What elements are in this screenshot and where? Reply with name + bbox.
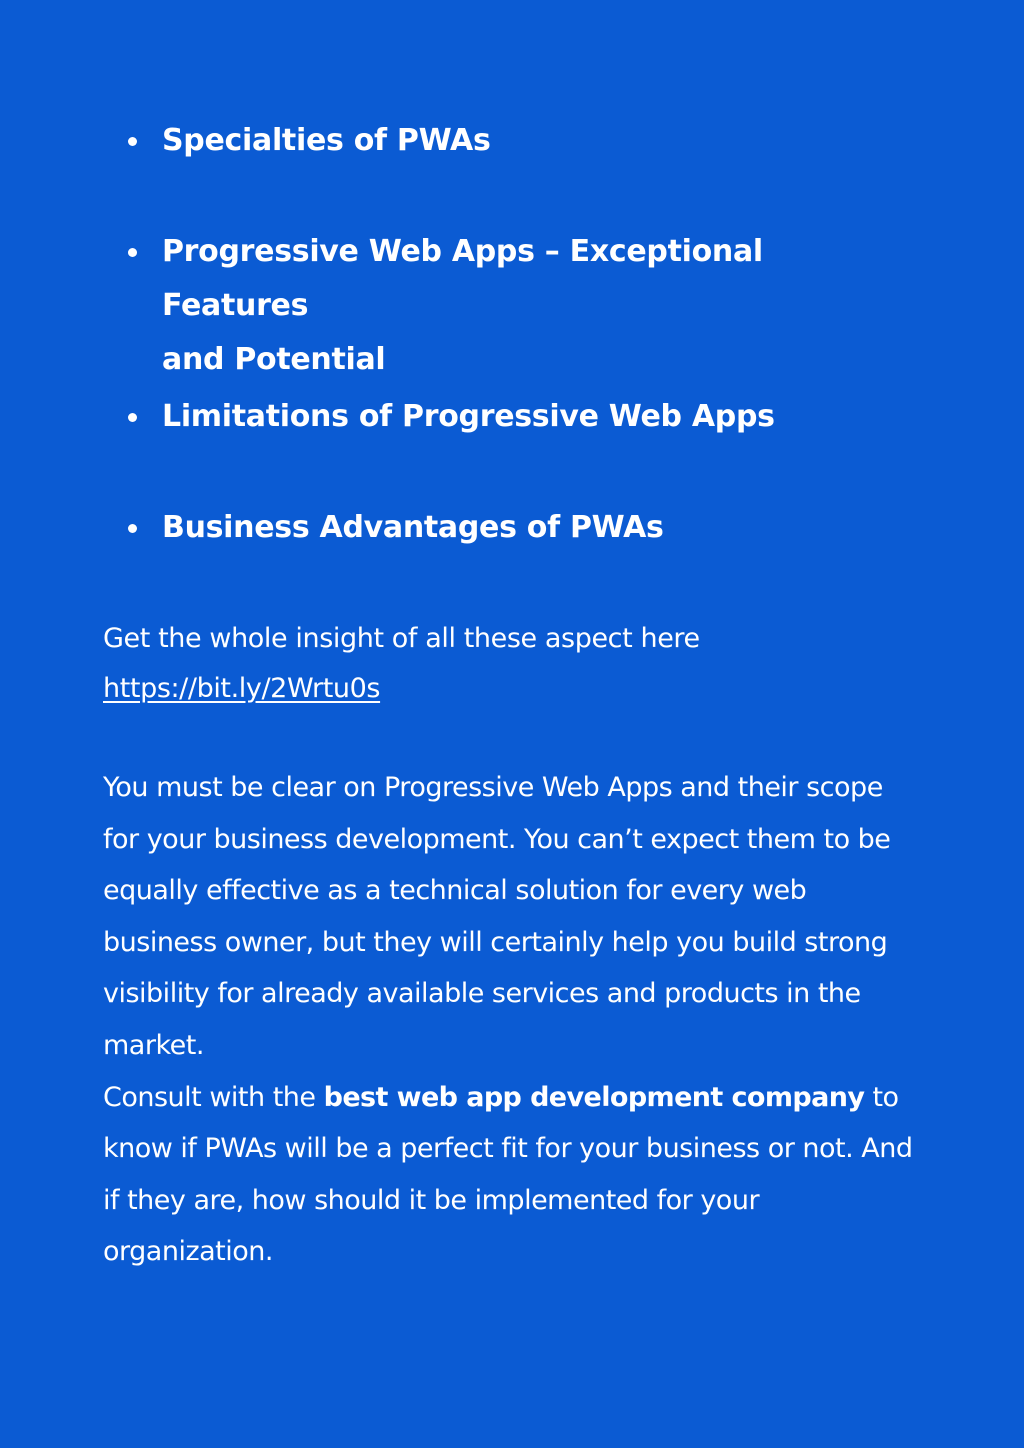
topic-label: Business Advantages of PWAs bbox=[162, 510, 664, 545]
bullet-icon bbox=[128, 137, 137, 146]
insight-text: Get the whole insight of all these aspect here bbox=[103, 623, 700, 654]
bullet-icon bbox=[128, 248, 137, 257]
insight-link[interactable]: https://bit.ly/2Wrtu0s bbox=[103, 673, 381, 704]
paragraph-consult bbox=[103, 1072, 923, 1278]
bullet-icon bbox=[128, 413, 137, 422]
topic-label: Limitations of Progressive Web Apps bbox=[162, 399, 775, 434]
paragraph-scope: You must be clear on Progressive Web Apps and their scope for your business development. You can’t expect them to be equally effective as a technical solution for every web business owner, but they will certainly help you build strong visibility for already available services and products in the market. bbox=[103, 772, 891, 1061]
topic-label: Specialties of PWAs bbox=[162, 123, 491, 158]
consult-prefix: Consult with the bbox=[103, 1081, 324, 1113]
bullet-icon bbox=[128, 524, 137, 533]
insight-block bbox=[103, 614, 923, 714]
body-text bbox=[103, 762, 923, 1278]
company-highlight: best web app development company bbox=[323, 1081, 865, 1113]
consult-suffix: to know if PWAs will be a perfect fit for your business or not. And if they are, how should it be implemented for your organization. bbox=[103, 1081, 913, 1268]
topic-label: Progressive Web Apps – Exceptional Features and Potential bbox=[162, 234, 763, 377]
